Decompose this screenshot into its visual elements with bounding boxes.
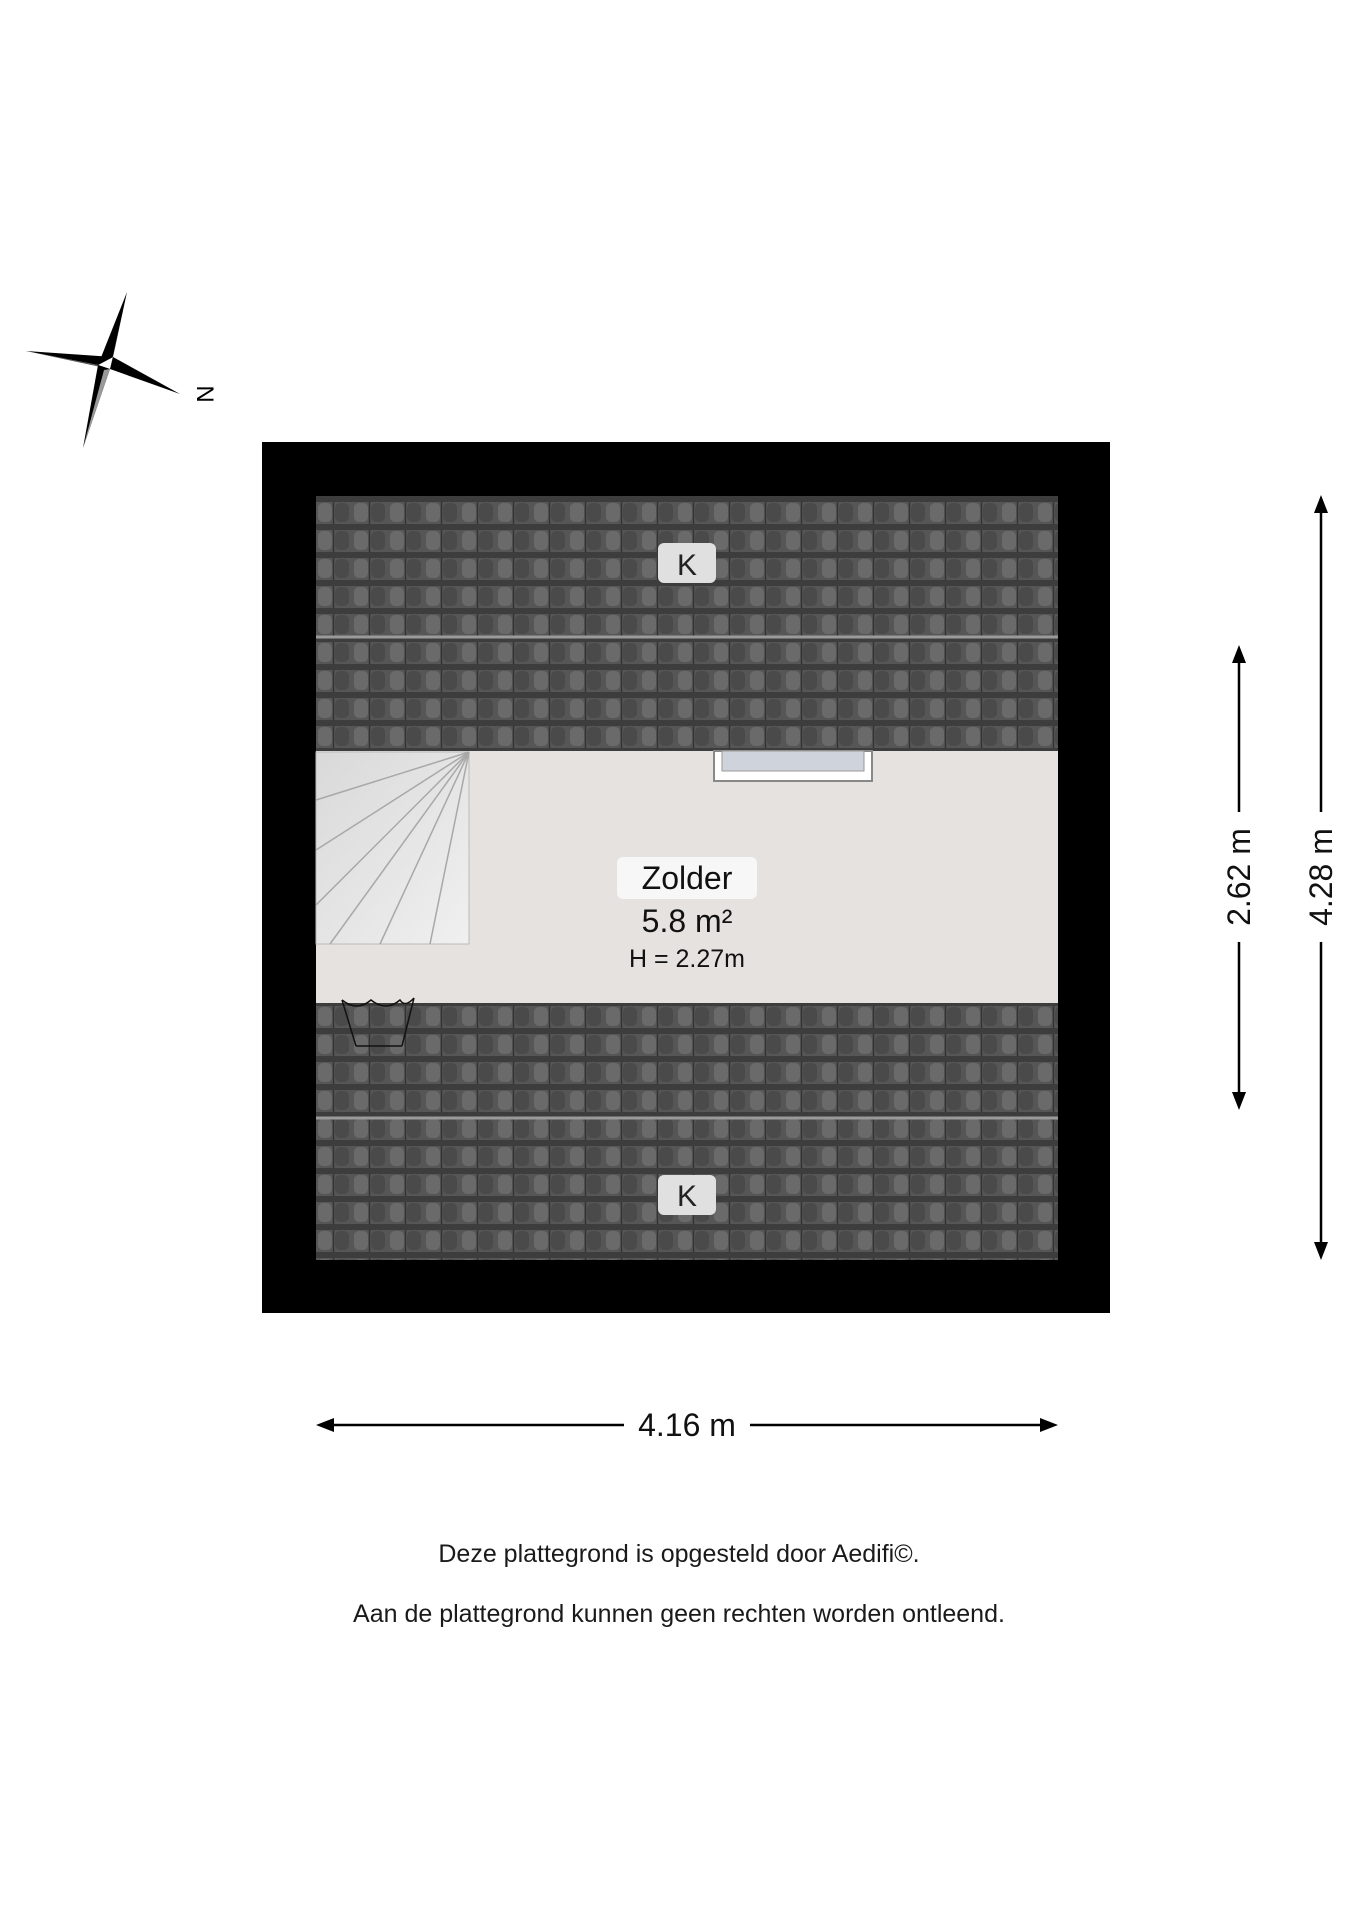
inner-height-dimension-label: 2.62 m (1221, 828, 1257, 926)
outer-height-dimension-label: 4.28 m (1303, 828, 1339, 926)
compass-north-label: N (191, 385, 218, 403)
roof-label-bottom: K (676, 1180, 698, 1213)
skylight (714, 751, 872, 781)
roof-tiles-top (316, 496, 1058, 751)
staircase (316, 752, 469, 944)
width-dimension-label: 4.16 m (638, 1407, 736, 1443)
room-name: Zolder (641, 860, 733, 896)
room-area: 5.8 m² (641, 903, 733, 939)
room-height: H = 2.27m (628, 945, 746, 973)
roof-tiles-bottom (316, 1003, 1058, 1260)
roof-label-top: K (676, 549, 698, 582)
footer-credit: Deze plattegrond is opgesteld door Aedifi©. (438, 1540, 920, 1568)
compass-rose-icon (26, 292, 180, 448)
footer-disclaimer: Aan de plattegrond kunnen geen rechten worden ontleend. (353, 1600, 1005, 1628)
